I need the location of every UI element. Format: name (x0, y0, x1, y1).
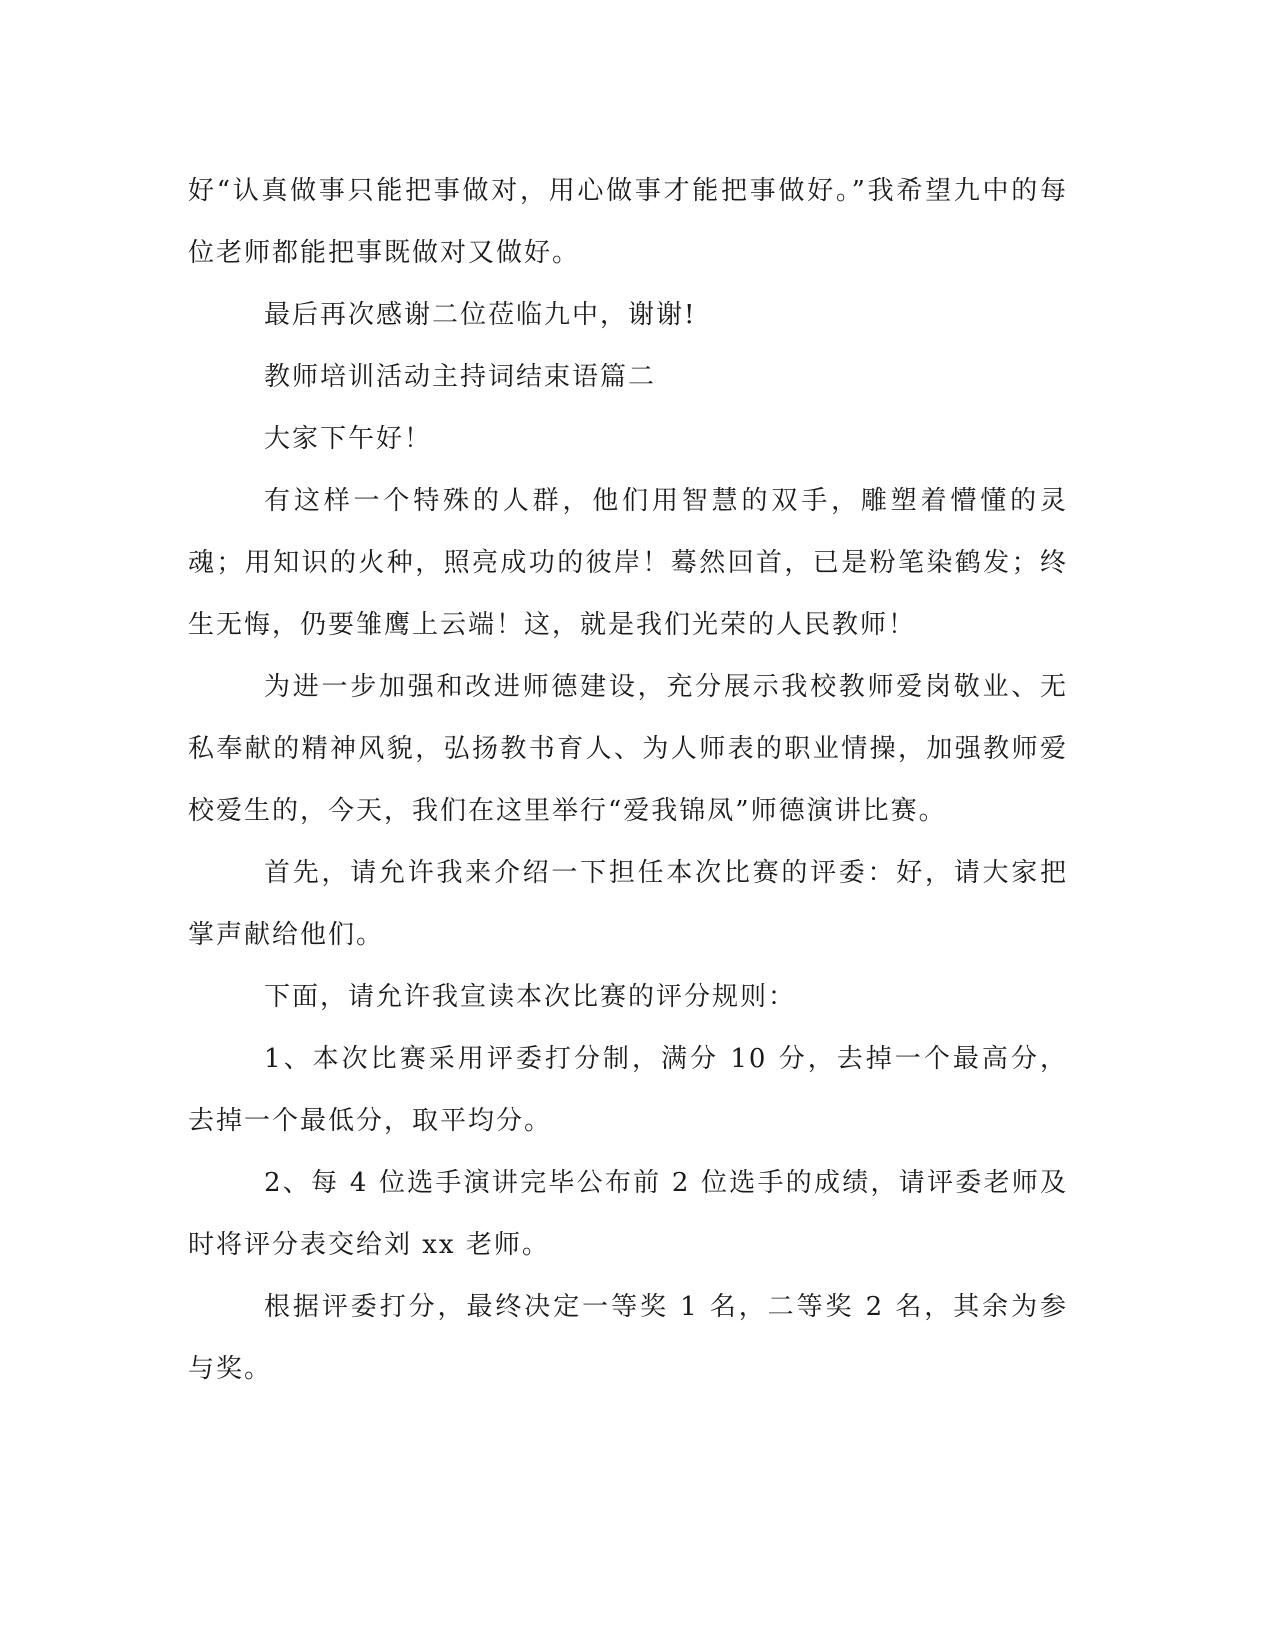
paragraph-8: 下面，请允许我宣读本次比赛的评分规则： (264, 982, 797, 1012)
paragraph-5: 有这样一个特殊的人群，他们用智慧的双手，雕塑着懵懂的灵魂；用知识的火种，照亮成功的彼岸！蓦然回首，已是粉笔染鹤发；终生无悔，仍要雏鹰上云端！这，就是我们光荣的人民教师！ (188, 486, 1068, 640)
paragraph-greeting: 大家下午好！ (264, 424, 433, 454)
rule-item-1: 1、本次比赛采用评委打分制，满分 10 分，去掉一个最高分，去掉一个最低分，取平均分。 (188, 1044, 1068, 1136)
paragraph-6: 为进一步加强和改进师德建设，充分展示我校教师爱岗敬业、无私奉献的精神风貌，弘扬教书育人、为人师表的职业情操，加强教师爱校爱生的，今天，我们在这里举行“爱我锦凤”师德演讲比赛。 (188, 672, 1068, 826)
paragraph-7: 首先，请允许我来介绍一下担任本次比赛的评委：好，请大家把掌声献给他们。 (188, 858, 1068, 950)
paragraph-1: 好“认真做事只能把事做对，用心做事才能把事做好。”我希望九中的每位老师都能把事既做对又做好。 (188, 176, 1068, 268)
paragraph-2: 最后再次感谢二位莅临九中，谢谢! (264, 300, 697, 330)
rule-item-2: 2、每 4 位选手演讲完毕公布前 2 位选手的成绩，请评委老师及时将评分表交给刘 xx 老师。 (188, 1168, 1068, 1260)
document-body (188, 160, 1068, 1400)
section-heading: 教师培训活动主持词结束语篇二 (264, 362, 657, 392)
paragraph-awards: 根据评委打分，最终决定一等奖 1 名，二等奖 2 名，其余为参与奖。 (188, 1292, 1068, 1384)
